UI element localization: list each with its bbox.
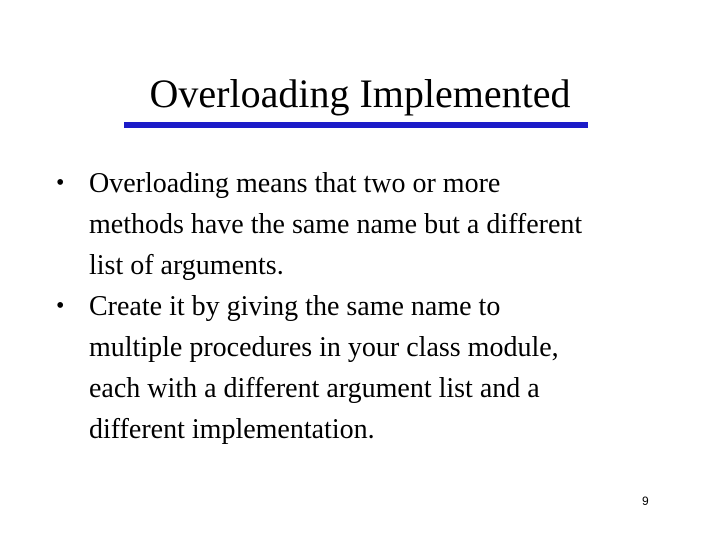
bullet-icon: • — [56, 293, 65, 319]
bullet-line: multiple procedures in your class module, — [89, 332, 559, 363]
bullet-line: each with a different argument list and a — [89, 373, 540, 404]
title-underline — [124, 122, 588, 128]
bullet-line: methods have the same name but a different — [89, 209, 583, 240]
bullet-item-how-to-create — [56, 286, 676, 450]
bullet-line: different implementation. — [89, 414, 375, 445]
bullet-line: Overloading means that two or more — [89, 168, 501, 199]
page-number: 9 — [642, 494, 649, 508]
bullet-item-overloading-definition — [56, 163, 676, 286]
bullet-line: Create it by giving the same name to — [89, 291, 501, 322]
bullet-line: list of arguments. — [89, 250, 284, 281]
bullet-icon: • — [56, 170, 65, 196]
slide-title: Overloading Implemented — [149, 71, 571, 116]
bullet-list — [56, 163, 676, 450]
